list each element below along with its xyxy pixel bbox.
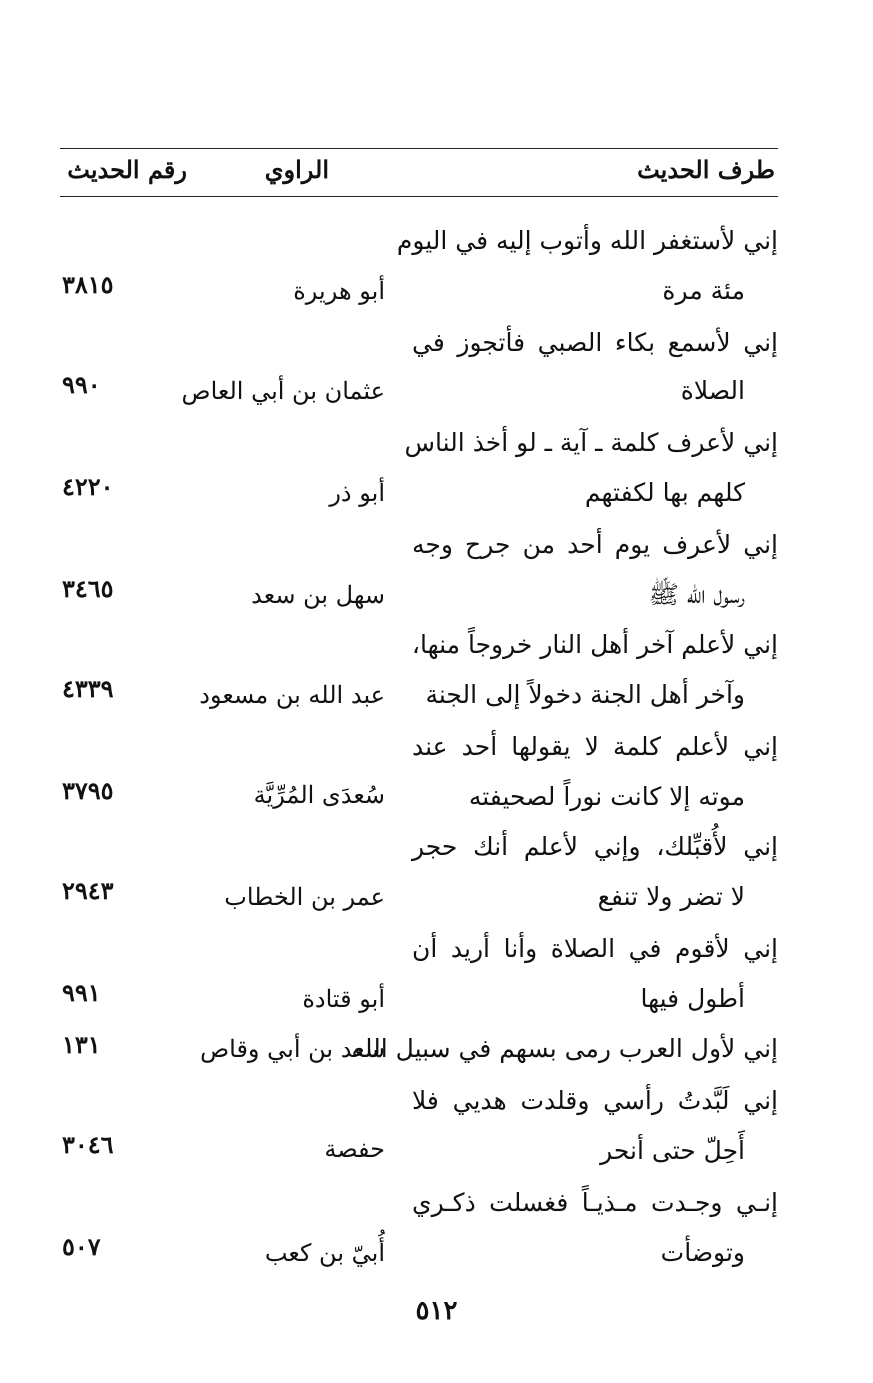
hadith-number: ١٣١ bbox=[62, 1030, 101, 1059]
hadith-text-continuation: وتوضأت bbox=[660, 1238, 745, 1267]
hadith-text-line: إني لأعلم آخر أهل النار خروجاً منها، bbox=[411, 630, 778, 659]
page-number: ٥١٢ bbox=[415, 1296, 458, 1326]
hadith-text-continuation: موته إلا كانت نوراً لصحيفته bbox=[468, 782, 745, 811]
narrator: عبد الله بن مسعود bbox=[199, 681, 385, 709]
hadith-number: ٤٢٢٠ bbox=[62, 472, 114, 501]
hadith-number: ٣٧٩٥ bbox=[62, 776, 114, 805]
hadith-text-line: إني لأقوم في الصلاة وأنا أريد أن bbox=[412, 934, 778, 963]
hadith-number: ٣٨١٥ bbox=[62, 270, 114, 299]
hadith-text-continuation: أطول فيها bbox=[640, 984, 745, 1013]
hadith-number: ٢٩٤٣ bbox=[62, 876, 114, 905]
narrator: حفصة bbox=[324, 1135, 385, 1163]
narrator: سهل بن سعد bbox=[251, 581, 385, 609]
narrator: سعد بن أبي وقاص bbox=[200, 1035, 385, 1063]
hadith-text-line: إنـي وجـدت مـذيـاً فغسلت ذكـري bbox=[412, 1188, 778, 1217]
hadith-number: ٣٤٦٥ bbox=[62, 574, 114, 603]
narrator: أبو ذر bbox=[329, 479, 385, 507]
hadith-number: ٥٠٧ bbox=[62, 1232, 101, 1261]
header-hadith-text: طرف الحديث bbox=[637, 155, 775, 184]
narrator: سُعدَى المُرِّيَّة bbox=[253, 781, 385, 809]
narrator: أبو قتادة bbox=[302, 985, 385, 1013]
hadith-text-line: إني لَبَّدتُ رأسي وقلدت هديي فلا bbox=[412, 1086, 778, 1115]
hadith-number: ٩٩٠ bbox=[62, 370, 101, 399]
hadith-text-line: إني لأعلم كلمة لا يقولها أحد عند bbox=[412, 732, 778, 761]
hadith-text-continuation: أَحِلّ حتى أنحر bbox=[600, 1136, 745, 1165]
hadith-text-continuation: وآخر أهل الجنة دخولاً إلى الجنة bbox=[425, 680, 745, 709]
hadith-text-continuation: لا تضر ولا تنفع bbox=[597, 882, 745, 911]
hadith-text-continuation: كلهم بها لكفتهم bbox=[584, 478, 745, 507]
narrator: أُبيّ بن كعب bbox=[264, 1239, 385, 1267]
hadith-text-continuation: مئة مرة bbox=[662, 276, 745, 305]
hadith-number: ٣٠٤٦ bbox=[62, 1130, 114, 1159]
hadith-text-line: إني لأستغفر الله وأتوب إليه في اليوم bbox=[396, 226, 778, 255]
narrator: عثمان بن أبي العاص bbox=[181, 377, 385, 405]
narrator: أبو هريرة bbox=[293, 277, 385, 305]
hadith-text-continuation: الصلاة bbox=[680, 376, 745, 405]
hadith-text-continuation: رسول الله ﷺ bbox=[648, 580, 745, 609]
header-narrator: الراوي bbox=[264, 155, 329, 184]
hadith-text-line: إني لأول العرب رمى بسهم في سبيل الله bbox=[351, 1034, 778, 1063]
hadith-number: ٤٣٣٩ bbox=[62, 674, 114, 703]
hadith-number: ٩٩١ bbox=[62, 978, 101, 1007]
hadith-text-line: إني لأُقبِّلك، وإني لأعلم أنك حجر bbox=[412, 832, 778, 861]
hadith-text-line: إني لأعرف يوم أحد من جرح وجه bbox=[412, 530, 778, 559]
hadith-text-line: إني لأعرف كلمة ـ آية ـ لو أخذ الناس bbox=[404, 428, 778, 457]
hadith-text-line: إني لأسمع بكاء الصبي فأتجوز في bbox=[412, 328, 778, 357]
header-hadith-number: رقم الحديث bbox=[67, 155, 187, 184]
narrator: عمر بن الخطاب bbox=[224, 883, 385, 911]
